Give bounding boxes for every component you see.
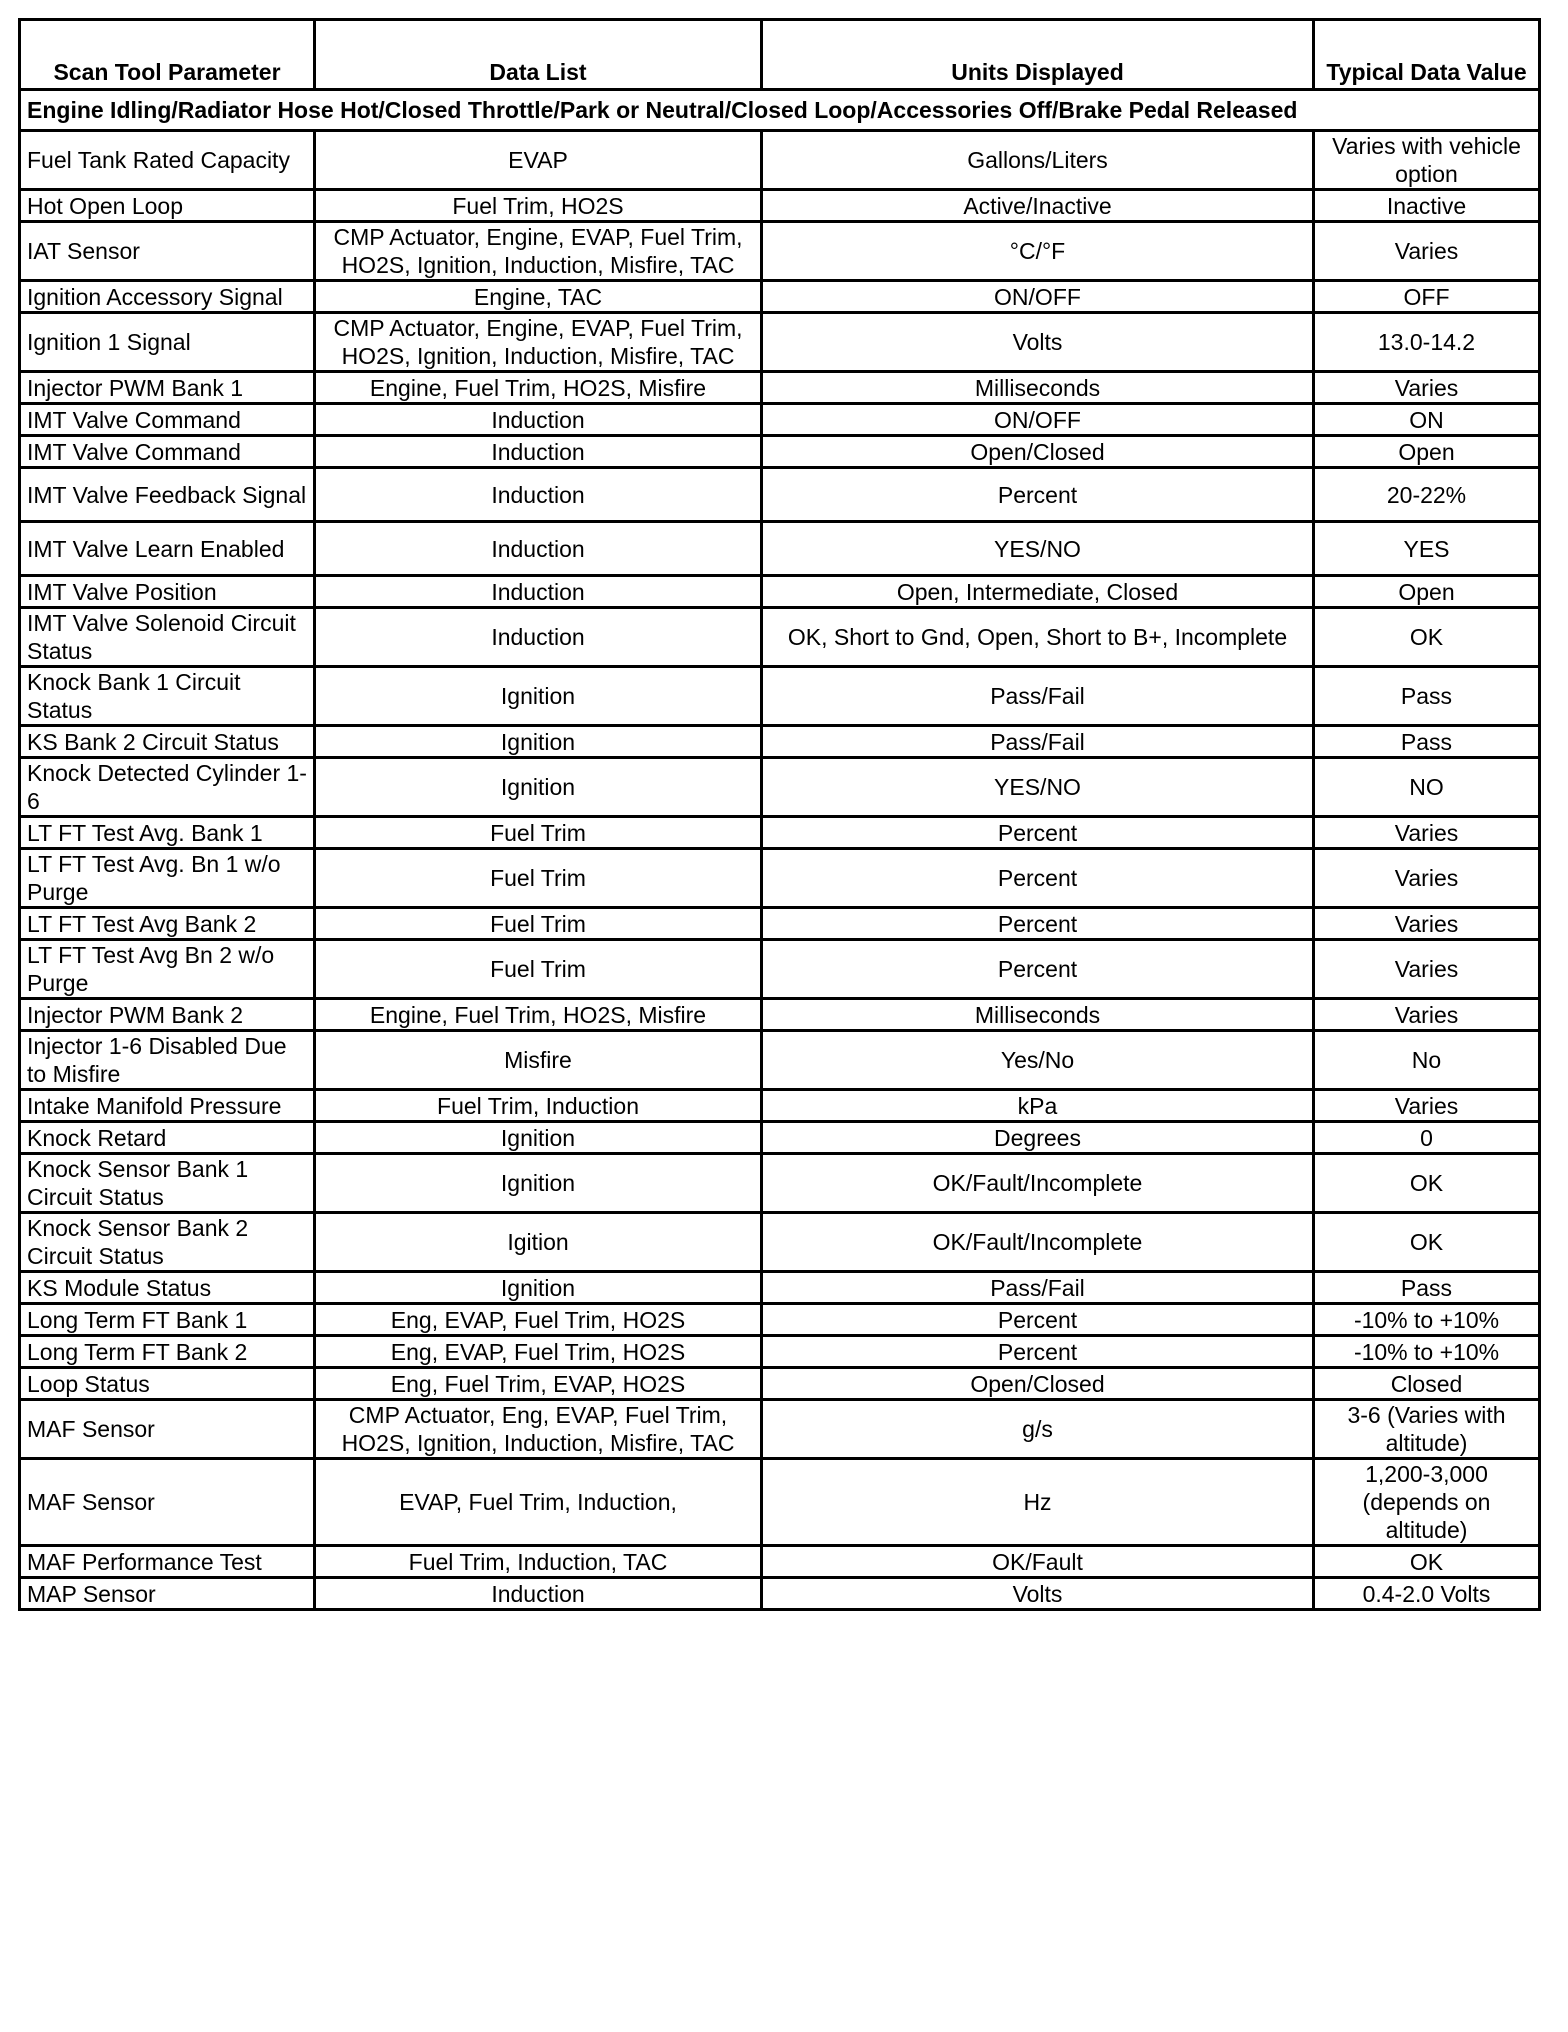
units-cell: Percent — [762, 1336, 1314, 1368]
units-cell: Pass/Fail — [762, 726, 1314, 758]
data-list-cell: Engine, TAC — [315, 281, 762, 313]
data-list-cell: Eng, Fuel Trim, EVAP, HO2S — [315, 1368, 762, 1400]
typical-value-cell: Open — [1314, 576, 1540, 608]
units-cell: Percent — [762, 1304, 1314, 1336]
data-list-cell: Fuel Trim — [315, 940, 762, 999]
parameter-cell: Hot Open Loop — [20, 190, 315, 222]
table-row — [20, 608, 1540, 667]
table-row — [20, 190, 1540, 222]
units-cell: Volts — [762, 1578, 1314, 1610]
table-row — [20, 222, 1540, 281]
units-cell: Percent — [762, 940, 1314, 999]
parameter-cell: MAF Sensor — [20, 1459, 315, 1546]
units-cell: Pass/Fail — [762, 1272, 1314, 1304]
data-list-cell: Fuel Trim, HO2S — [315, 190, 762, 222]
table-row — [20, 849, 1540, 908]
units-cell: Yes/No — [762, 1031, 1314, 1090]
data-list-cell: Eng, EVAP, Fuel Trim, HO2S — [315, 1336, 762, 1368]
parameter-cell: IMT Valve Command — [20, 436, 315, 468]
data-list-cell: Igition — [315, 1213, 762, 1272]
parameter-cell: LT FT Test Avg. Bn 1 w/o Purge — [20, 849, 315, 908]
header-row — [20, 20, 1540, 90]
parameter-cell: Ignition 1 Signal — [20, 313, 315, 372]
units-cell: Volts — [762, 313, 1314, 372]
units-cell: YES/NO — [762, 758, 1314, 817]
parameter-cell: Knock Sensor Bank 2 Circuit Status — [20, 1213, 315, 1272]
parameter-cell: Knock Retard — [20, 1122, 315, 1154]
typical-value-cell: No — [1314, 1031, 1540, 1090]
units-cell: Percent — [762, 817, 1314, 849]
table-row — [20, 131, 1540, 190]
data-list-cell: Induction — [315, 522, 762, 576]
typical-value-cell: -10% to +10% — [1314, 1304, 1540, 1336]
units-cell: Degrees — [762, 1122, 1314, 1154]
data-list-cell: Fuel Trim — [315, 849, 762, 908]
typical-value-cell: Varies — [1314, 999, 1540, 1031]
typical-value-cell: 1,200-3,000 (depends on altitude) — [1314, 1459, 1540, 1546]
parameter-cell: IMT Valve Command — [20, 404, 315, 436]
parameter-cell: IAT Sensor — [20, 222, 315, 281]
table-row — [20, 1272, 1540, 1304]
units-cell: Open/Closed — [762, 436, 1314, 468]
data-list-cell: Ignition — [315, 1272, 762, 1304]
data-list-cell: Induction — [315, 436, 762, 468]
units-cell: OK, Short to Gnd, Open, Short to B+, Incomplete — [762, 608, 1314, 667]
header-units-displayed: Units Displayed — [762, 20, 1314, 90]
units-cell: ON/OFF — [762, 281, 1314, 313]
table-row — [20, 908, 1540, 940]
typical-value-cell: Varies — [1314, 222, 1540, 281]
parameter-cell: Knock Bank 1 Circuit Status — [20, 667, 315, 726]
data-list-cell: Induction — [315, 404, 762, 436]
typical-value-cell: Varies — [1314, 1090, 1540, 1122]
table-row — [20, 372, 1540, 404]
parameter-cell: Injector PWM Bank 1 — [20, 372, 315, 404]
typical-value-cell: OK — [1314, 1213, 1540, 1272]
section-title: Engine Idling/Radiator Hose Hot/Closed Throttle/Park or Neutral/Closed Loop/Accessories Off/Brake Pedal Released — [20, 90, 1540, 131]
table-row — [20, 817, 1540, 849]
typical-value-cell: OK — [1314, 608, 1540, 667]
typical-value-cell: Closed — [1314, 1368, 1540, 1400]
data-list-cell: Ignition — [315, 1122, 762, 1154]
data-list-cell: Ignition — [315, 726, 762, 758]
scan-tool-data-table — [18, 18, 1541, 1611]
table-row — [20, 1122, 1540, 1154]
data-list-cell: EVAP, Fuel Trim, Induction, — [315, 1459, 762, 1546]
table-row — [20, 1459, 1540, 1546]
units-cell: Pass/Fail — [762, 667, 1314, 726]
table-row — [20, 1304, 1540, 1336]
parameter-cell: IMT Valve Position — [20, 576, 315, 608]
typical-value-cell: 20-22% — [1314, 468, 1540, 522]
table-row — [20, 522, 1540, 576]
parameter-cell: MAF Sensor — [20, 1400, 315, 1459]
parameter-cell: Injector PWM Bank 2 — [20, 999, 315, 1031]
table-row — [20, 468, 1540, 522]
units-cell: Milliseconds — [762, 372, 1314, 404]
data-list-cell: Engine, Fuel Trim, HO2S, Misfire — [315, 999, 762, 1031]
parameter-cell: LT FT Test Avg Bank 2 — [20, 908, 315, 940]
data-list-cell: Ignition — [315, 1154, 762, 1213]
typical-value-cell: OK — [1314, 1154, 1540, 1213]
data-list-cell: Fuel Trim — [315, 817, 762, 849]
parameter-cell: KS Bank 2 Circuit Status — [20, 726, 315, 758]
data-list-cell: Ignition — [315, 758, 762, 817]
typical-value-cell: Varies — [1314, 940, 1540, 999]
data-list-cell: Eng, EVAP, Fuel Trim, HO2S — [315, 1304, 762, 1336]
units-cell: Percent — [762, 908, 1314, 940]
typical-value-cell: Inactive — [1314, 190, 1540, 222]
data-list-cell: Misfire — [315, 1031, 762, 1090]
units-cell: Hz — [762, 1459, 1314, 1546]
header-typical-data-value: Typical Data Value — [1314, 20, 1540, 90]
units-cell: Open/Closed — [762, 1368, 1314, 1400]
typical-value-cell: Pass — [1314, 667, 1540, 726]
units-cell: OK/Fault — [762, 1546, 1314, 1578]
table-row — [20, 940, 1540, 999]
parameter-cell: MAF Performance Test — [20, 1546, 315, 1578]
data-list-cell: Fuel Trim, Induction, TAC — [315, 1546, 762, 1578]
data-list-cell: Ignition — [315, 667, 762, 726]
header-data-list: Data List — [315, 20, 762, 90]
table-row — [20, 576, 1540, 608]
units-cell: °C/°F — [762, 222, 1314, 281]
table-row — [20, 1546, 1540, 1578]
units-cell: Percent — [762, 849, 1314, 908]
parameter-cell: IMT Valve Learn Enabled — [20, 522, 315, 576]
table-row — [20, 1336, 1540, 1368]
units-cell: kPa — [762, 1090, 1314, 1122]
data-list-cell: Engine, Fuel Trim, HO2S, Misfire — [315, 372, 762, 404]
typical-value-cell: 0 — [1314, 1122, 1540, 1154]
data-list-cell: CMP Actuator, Engine, EVAP, Fuel Trim, HO2S, Ignition, Induction, Misfire, TAC — [315, 313, 762, 372]
typical-value-cell: Pass — [1314, 1272, 1540, 1304]
section-row — [20, 90, 1540, 131]
table-row — [20, 1090, 1540, 1122]
data-list-cell: Induction — [315, 1578, 762, 1610]
data-list-cell: Induction — [315, 576, 762, 608]
table-row — [20, 313, 1540, 372]
typical-value-cell: -10% to +10% — [1314, 1336, 1540, 1368]
data-list-cell: CMP Actuator, Eng, EVAP, Fuel Trim, HO2S, Ignition, Induction, Misfire, TAC — [315, 1400, 762, 1459]
table-row — [20, 281, 1540, 313]
data-list-cell: Fuel Trim, Induction — [315, 1090, 762, 1122]
table-row — [20, 999, 1540, 1031]
data-list-cell: Induction — [315, 608, 762, 667]
typical-value-cell: Open — [1314, 436, 1540, 468]
units-cell: ON/OFF — [762, 404, 1314, 436]
table-row — [20, 1213, 1540, 1272]
data-list-cell: CMP Actuator, Engine, EVAP, Fuel Trim, HO2S, Ignition, Induction, Misfire, TAC — [315, 222, 762, 281]
parameter-cell: MAP Sensor — [20, 1578, 315, 1610]
table-row — [20, 758, 1540, 817]
data-list-cell: EVAP — [315, 131, 762, 190]
typical-value-cell: OK — [1314, 1546, 1540, 1578]
units-cell: g/s — [762, 1400, 1314, 1459]
table-row — [20, 436, 1540, 468]
units-cell: Open, Intermediate, Closed — [762, 576, 1314, 608]
table-row — [20, 1368, 1540, 1400]
data-list-cell: Fuel Trim — [315, 908, 762, 940]
parameter-cell: Loop Status — [20, 1368, 315, 1400]
units-cell: Milliseconds — [762, 999, 1314, 1031]
header-scan-tool-parameter: Scan Tool Parameter — [20, 20, 315, 90]
units-cell: OK/Fault/Incomplete — [762, 1154, 1314, 1213]
typical-value-cell: 3-6 (Varies with altitude) — [1314, 1400, 1540, 1459]
typical-value-cell: ON — [1314, 404, 1540, 436]
units-cell: Active/Inactive — [762, 190, 1314, 222]
parameter-cell: LT FT Test Avg. Bank 1 — [20, 817, 315, 849]
typical-value-cell: 0.4-2.0 Volts — [1314, 1578, 1540, 1610]
table-row — [20, 667, 1540, 726]
parameter-cell: Long Term FT Bank 1 — [20, 1304, 315, 1336]
parameter-cell: IMT Valve Solenoid Circuit Status — [20, 608, 315, 667]
table-row — [20, 1154, 1540, 1213]
table-row — [20, 1400, 1540, 1459]
units-cell: YES/NO — [762, 522, 1314, 576]
parameter-cell: LT FT Test Avg Bn 2 w/o Purge — [20, 940, 315, 999]
table-row — [20, 1031, 1540, 1090]
units-cell: Gallons/Liters — [762, 131, 1314, 190]
parameter-cell: Knock Sensor Bank 1 Circuit Status — [20, 1154, 315, 1213]
typical-value-cell: Varies — [1314, 849, 1540, 908]
parameter-cell: Long Term FT Bank 2 — [20, 1336, 315, 1368]
units-cell: OK/Fault/Incomplete — [762, 1213, 1314, 1272]
typical-value-cell: OFF — [1314, 281, 1540, 313]
parameter-cell: Injector 1-6 Disabled Due to Misfire — [20, 1031, 315, 1090]
typical-value-cell: Varies — [1314, 908, 1540, 940]
units-cell: Percent — [762, 468, 1314, 522]
table-row — [20, 726, 1540, 758]
typical-value-cell: Varies — [1314, 817, 1540, 849]
data-list-cell: Induction — [315, 468, 762, 522]
parameter-cell: Knock Detected Cylinder 1-6 — [20, 758, 315, 817]
parameter-cell: Ignition Accessory Signal — [20, 281, 315, 313]
table-row — [20, 404, 1540, 436]
typical-value-cell: Varies — [1314, 372, 1540, 404]
parameter-cell: Intake Manifold Pressure — [20, 1090, 315, 1122]
typical-value-cell: 13.0-14.2 — [1314, 313, 1540, 372]
typical-value-cell: YES — [1314, 522, 1540, 576]
parameter-cell: Fuel Tank Rated Capacity — [20, 131, 315, 190]
parameter-cell: IMT Valve Feedback Signal — [20, 468, 315, 522]
parameter-cell: KS Module Status — [20, 1272, 315, 1304]
table-row — [20, 1578, 1540, 1610]
typical-value-cell: NO — [1314, 758, 1540, 817]
typical-value-cell: Varies with vehicle option — [1314, 131, 1540, 190]
typical-value-cell: Pass — [1314, 726, 1540, 758]
